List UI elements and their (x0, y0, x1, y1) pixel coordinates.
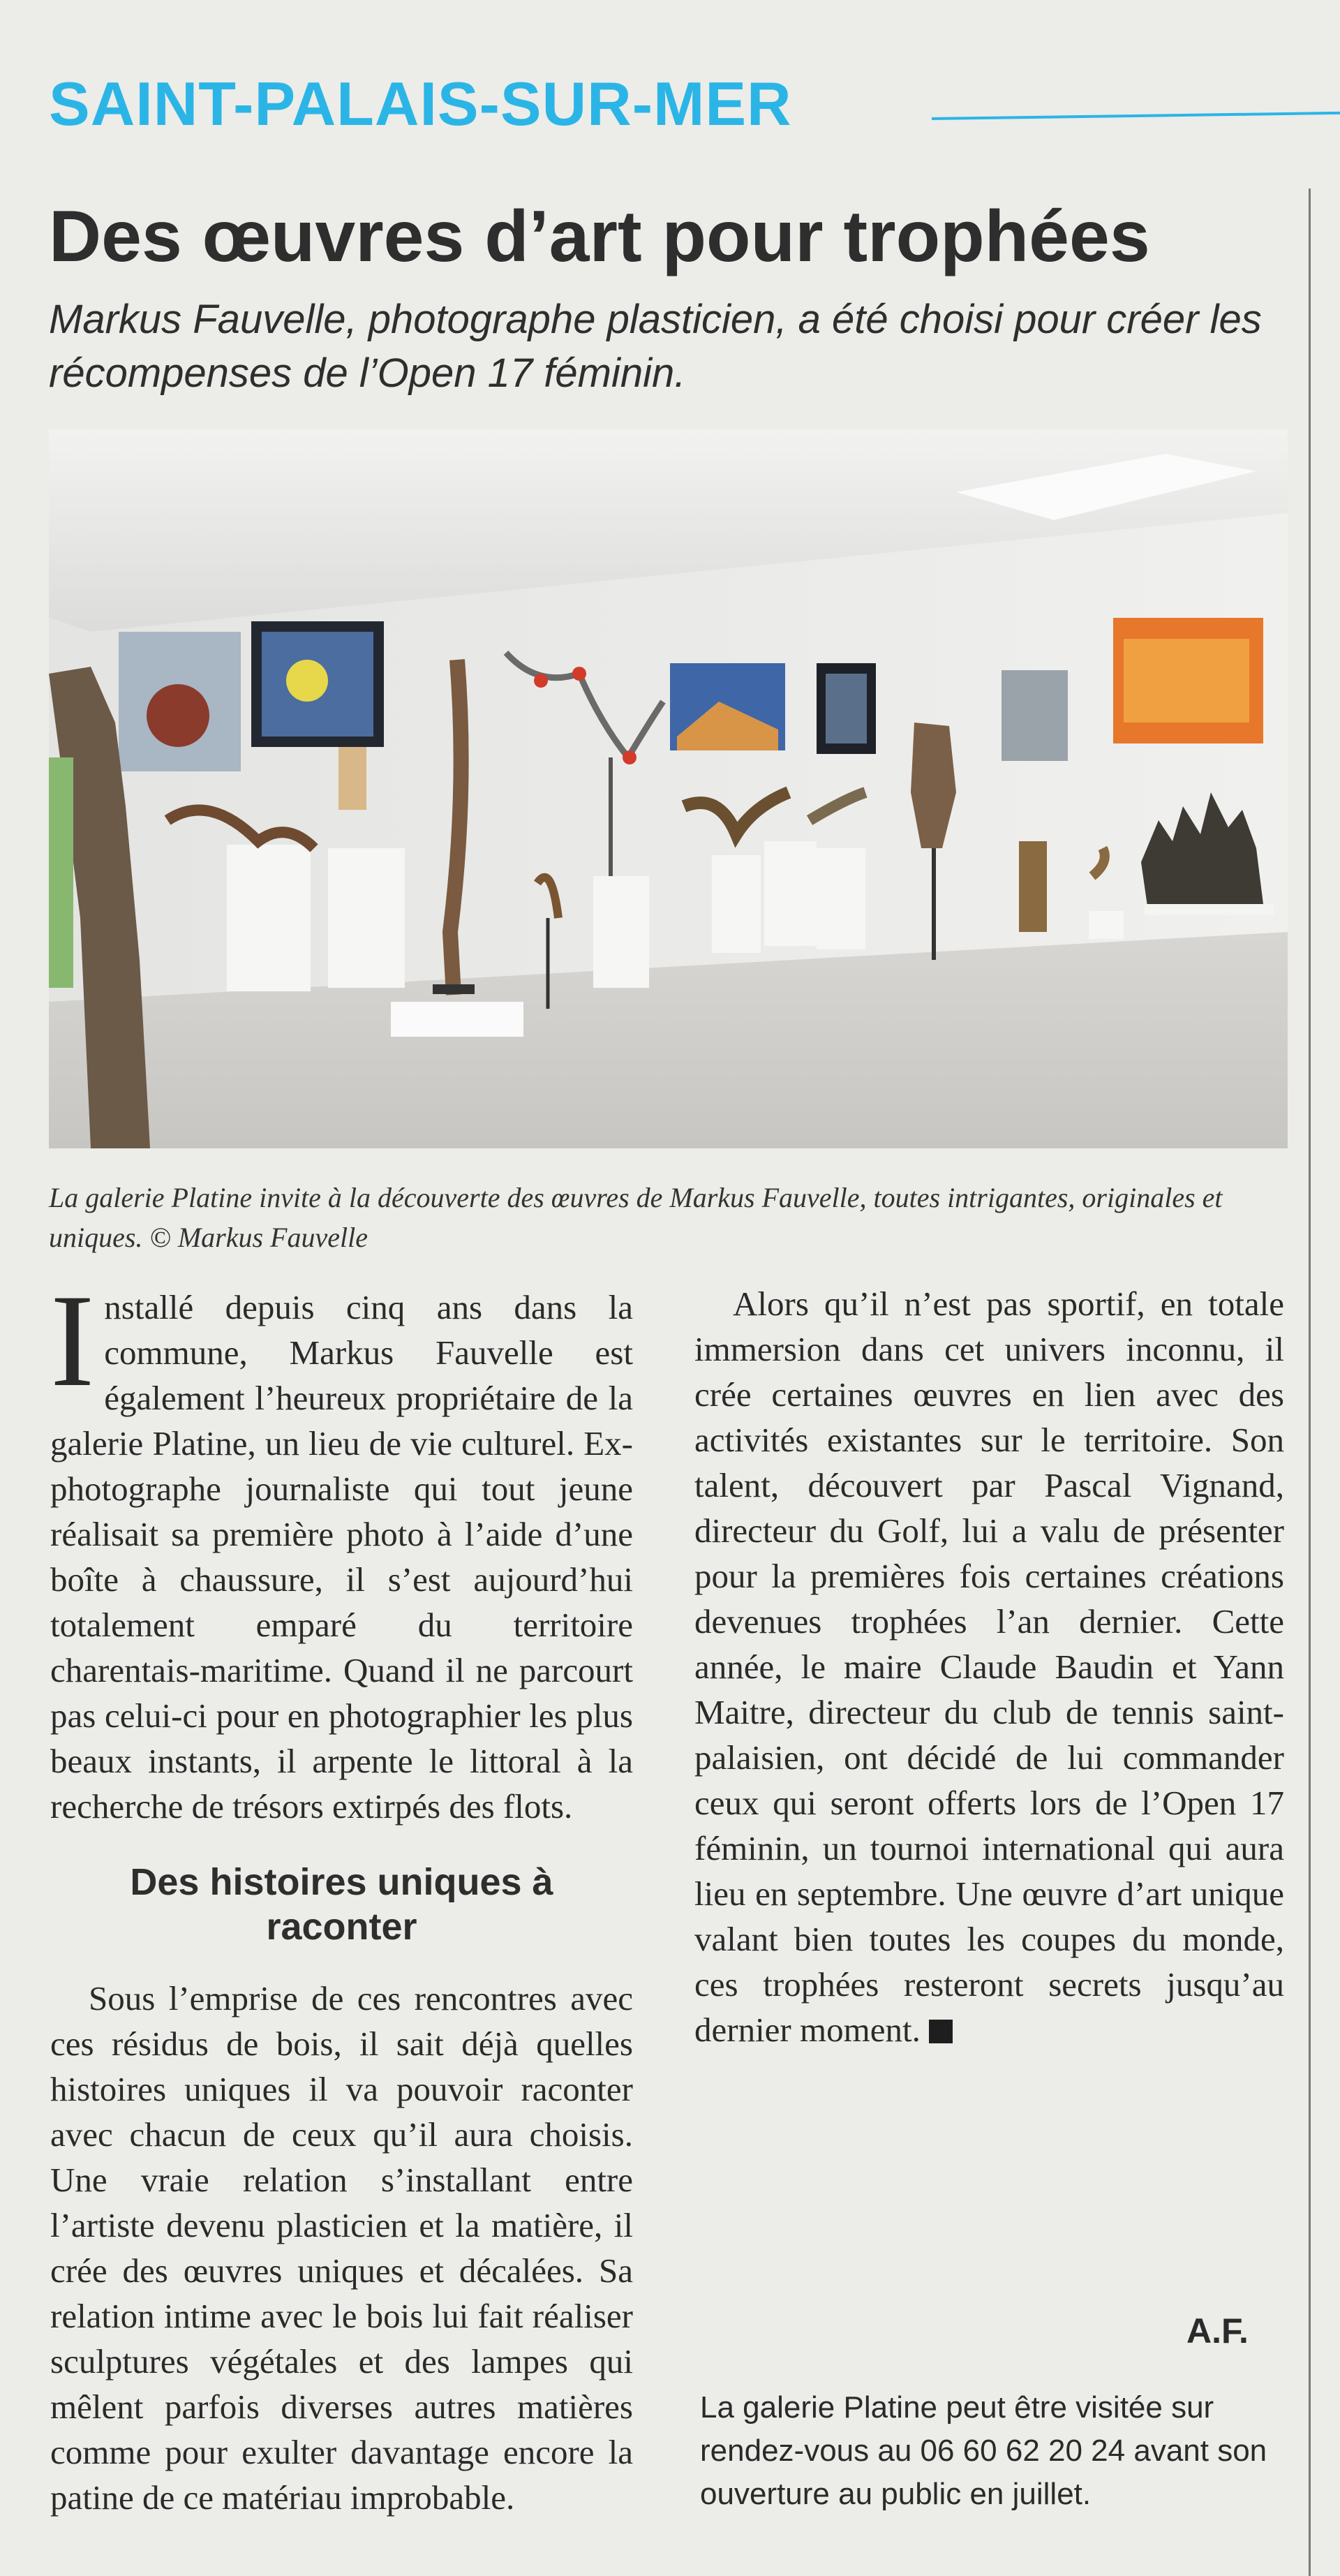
subheading: Des histoires uniques à raconter (130, 1861, 553, 1948)
end-mark (929, 2020, 953, 2043)
drop-cap: I (50, 1268, 95, 1414)
paragraph-3-text: Alors qu’il n’est pas sportif, en totale immersion dans cet univers inconnu, il crée certaines œuvres en lien avec des activités existantes sur le territoire. Son talent, découvert par Pascal Vignand, directeur du Golf, lui a valu de présenter pour la premières fois certaines créations devenues trophées l’an dernier. Cette année, le maire Claude Baudin et Yann Maitre, directeur du club de tennis saint-palaisien, ont décidé de lui commander ceux qui seront offerts lors de l’Open 17 féminin, un tournoi international qui aura lieu en septembre. Une œuvre d’art unique valant bien toutes les coupes du monde, ces trophées resteront secrets jusqu’au dernier moment. (694, 1285, 1284, 2049)
paragraph-2: Sous l’emprise de ces rencontres avec ces résidus de bois, il sait déjà quelles histoires uniques il va pouvoir raconter avec chacun de ceux qu’il aura choisis. Une vraie relation s’installant entre l’artiste devenu plasticien et la matière, il crée des œuvres uniques et décalées. Sa relation intime avec le bois lui fait réaliser sculptures végétales et des lampes qui mêlent parfois diverses autres matières comme pour exulter davantage encore la patine de ce matériau improbable. (50, 1979, 633, 2517)
column-rule (1309, 188, 1311, 2576)
author-signature: A.F. (1186, 2311, 1249, 2351)
section-title: SAINT-PALAIS-SUR-MER (49, 69, 792, 138)
photo-caption: La galerie Platine invite à la découverte des œuvres de Markus Fauvelle, toutes intrigantes, originales et uniques. © Markus Fauvelle (49, 1182, 1223, 1253)
intro-text: nstallé depuis cinq ans dans la commune, Markus Fauvelle est également l’heureux propriétaire de la galerie Platine, un lieu de vie culturel. Ex-photographe journaliste qui tout jeune réalisait sa première photo à l’aide d’une boîte à chaussure, il s’est aujourd’hui totalement emparé du territoire charentais-maritime. Quand il ne parcourt pas celui-ci pour en photographier les plus beaux instants, il arpente le littoral à la recherche de trésors extirpés des flots. (50, 1288, 633, 1826)
article-column-left (50, 1268, 633, 2520)
paragraph-3 (694, 1281, 1284, 2052)
section-rule (932, 112, 1340, 120)
gallery-photo (49, 429, 1288, 1148)
deck: Markus Fauvelle, photographe plasticien, a été choisi pour créer les récompenses de l’Open 17 féminin. (49, 297, 1262, 396)
intro-paragraph (50, 1268, 633, 1829)
headline: Des œuvres d’art pour trophées (49, 196, 1150, 277)
info-box: La galerie Platine peut être visitée sur rendez-vous au 06 60 62 20 24 avant son ouverture au public en juillet. (700, 2390, 1267, 2511)
article-column-right (694, 1281, 1284, 2052)
